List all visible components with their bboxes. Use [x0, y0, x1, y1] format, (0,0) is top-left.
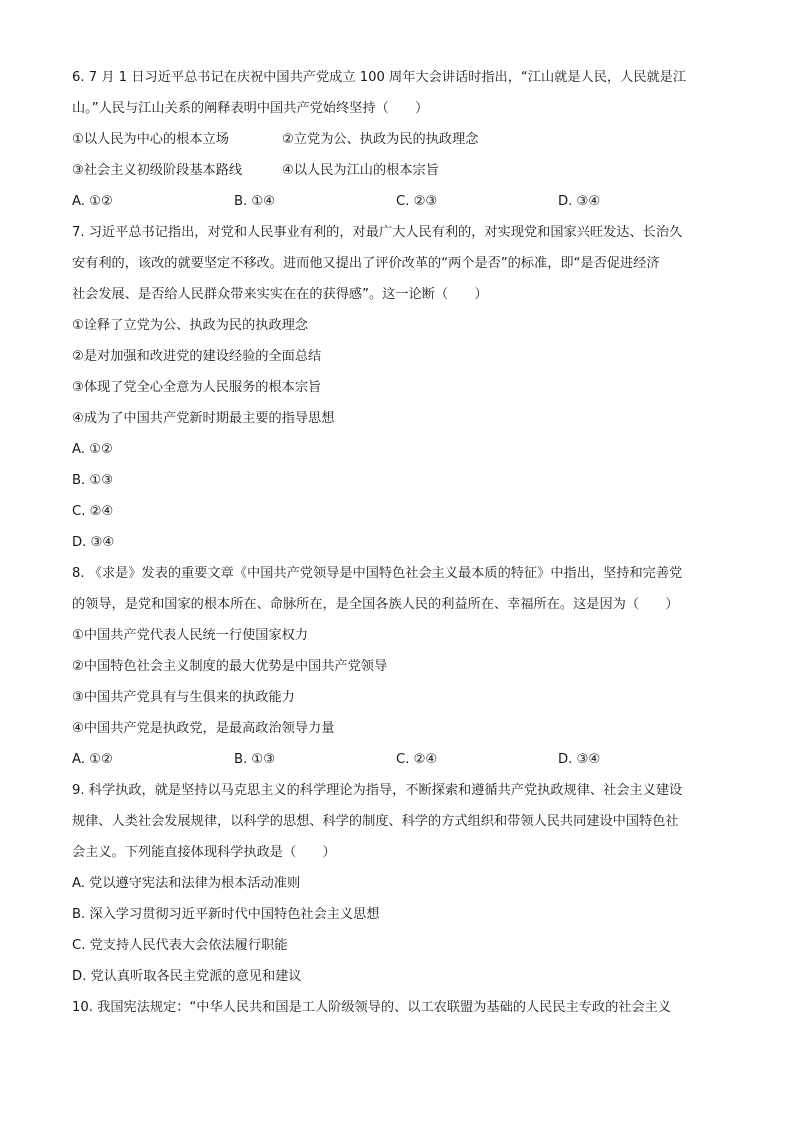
question-6 — [72, 62, 724, 217]
question-6-option-c[interactable]: C. ②③ — [396, 194, 438, 209]
question-6-items-row-1 — [72, 124, 724, 155]
question-6-option-d[interactable]: D. ③④ — [558, 194, 601, 209]
exam-page — [72, 62, 724, 1023]
question-8-item-3: ③中国共产党具有与生俱来的执政能力 — [72, 690, 295, 705]
question-6-items-row-2 — [72, 155, 724, 186]
question-8-options — [72, 744, 724, 775]
question-10 — [72, 992, 724, 1023]
question-9-option-c[interactable]: C. 党支持人民代表大会依法履行职能 — [72, 938, 288, 953]
question-7-option-d[interactable]: D. ③④ — [72, 535, 115, 550]
question-6-stem-line-2: 山。”人民与江山关系的阐释表明中国共产党始终坚持（ ） — [72, 101, 429, 116]
question-6-options — [72, 186, 724, 217]
question-9-stem-line-3: 会主义。下列能直接体现科学执政是（ ） — [72, 845, 336, 860]
question-8-stem-line-1: 8. 《求是》发表的重要文章《中国共产党领导是中国特色社会主义最本质的特征》中指出，坚持和完善党 — [72, 566, 683, 581]
question-9-option-a[interactable]: A. 党以遵守宪法和法律为根本活动准则 — [72, 876, 301, 891]
question-8-option-b[interactable]: B. ①③ — [234, 752, 276, 767]
question-6-item-3: ③社会主义初级阶段基本路线 — [72, 163, 243, 178]
question-7 — [72, 217, 724, 558]
question-6-option-b[interactable]: B. ①④ — [234, 194, 276, 209]
question-6-option-a[interactable]: A. ①② — [72, 194, 113, 209]
question-7-option-a[interactable]: A. ①② — [72, 442, 113, 457]
question-8-item-2: ②中国特色社会主义制度的最大优势是中国共产党领导 — [72, 659, 388, 674]
question-7-option-b[interactable]: B. ①③ — [72, 473, 114, 488]
question-8-item-1: ①中国共产党代表人民统一行使国家权力 — [72, 628, 309, 643]
question-8-option-a[interactable]: A. ①② — [72, 752, 113, 767]
question-8-item-4: ④中国共产党是执政党，是最高政治领导力量 — [72, 721, 335, 736]
question-7-stem-line-2: 安有利的，该改的就要坚定不移改。进而他又提出了评价改革的“两个是否”的标准，即“是否促进经济 — [72, 256, 660, 271]
question-8 — [72, 558, 724, 775]
question-7-item-1: ①诠释了立党为公、执政为民的执政理念 — [72, 318, 309, 333]
question-9 — [72, 775, 724, 992]
question-7-item-4: ④成为了中国共产党新时期最主要的指导思想 — [72, 411, 335, 426]
question-7-stem-line-1: 7. 习近平总书记指出，对党和人民事业有利的，对最广大人民有利的，对实现党和国家兴旺发达、长治久 — [72, 225, 683, 240]
question-7-stem-line-3: 社会发展、是否给人民群众带来实实在在的获得感”。这一论断（ ） — [72, 287, 488, 302]
question-7-item-2: ②是对加强和改进党的建设经验的全面总结 — [72, 349, 322, 364]
question-6-item-4: ④以人民为江山的根本宗旨 — [282, 163, 439, 178]
question-10-stem-line-1: 10. 我国宪法规定：“中华人民共和国是工人阶级领导的、以工农联盟为基础的人民民主专政的社会主义 — [72, 1000, 672, 1015]
question-9-option-b[interactable]: B. 深入学习贯彻习近平新时代中国特色社会主义思想 — [72, 907, 380, 922]
question-9-option-d[interactable]: D. 党认真听取各民主党派的意见和建议 — [72, 969, 302, 984]
question-7-option-c[interactable]: C. ②④ — [72, 504, 114, 519]
question-6-item-2: ②立党为公、执政为民的执政理念 — [282, 132, 479, 147]
question-7-item-3: ③体现了党全心全意为人民服务的根本宗旨 — [72, 380, 322, 395]
question-6-stem-line-1: 6. 7 月 1 日习近平总书记在庆祝中国共产党成立 100 周年大会讲话时指出，“江山就是人民，人民就是江 — [72, 70, 687, 85]
question-6-item-1: ①以人民为中心的根本立场 — [72, 132, 229, 147]
question-9-stem-line-1: 9. 科学执政，就是坚持以马克思主义的科学理论为指导，不断探索和遵循共产党执政规律、社会主义建设 — [72, 783, 683, 798]
question-8-stem-line-2: 的领导，是党和国家的根本所在、命脉所在，是全国各族人民的利益所在、幸福所在。这是因为（ ） — [72, 597, 679, 612]
question-8-option-c[interactable]: C. ②④ — [396, 752, 438, 767]
question-9-stem-line-2: 规律、人类社会发展规律，以科学的思想、科学的制度、科学的方式组织和带领人民共同建设中国特色社 — [72, 814, 679, 829]
question-8-option-d[interactable]: D. ③④ — [558, 752, 601, 767]
